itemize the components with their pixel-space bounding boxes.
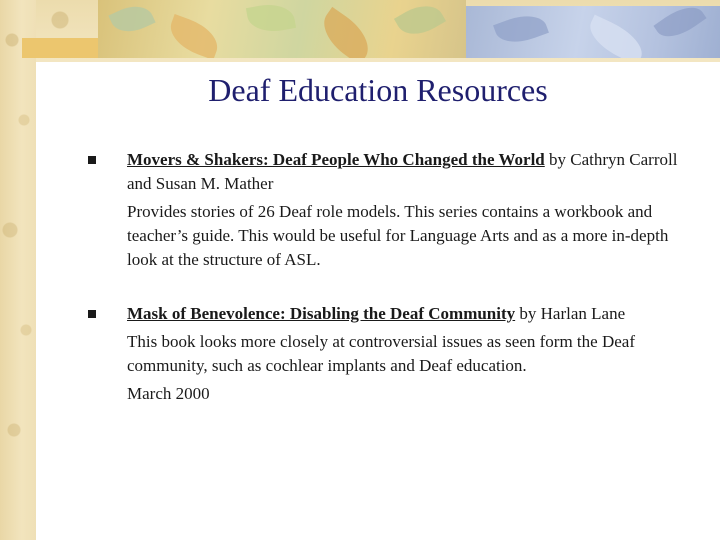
book-title-link[interactable]: Mask of Benevolence: Disabling the Deaf Community [127,304,516,323]
book-date: March 2000 [127,384,210,403]
square-bullet-icon [88,310,96,318]
book-description: This book looks more closely at controversial issues as seen form the Deaf community, such as cochlear implants and Deaf education. [127,332,635,375]
leaf-icon [583,15,649,58]
list-item [88,148,698,272]
leaf-icon [493,8,549,50]
leaf-icon [394,0,446,43]
leaf-icon [164,14,223,58]
leaf-collage-banner [98,0,466,58]
book-author: by Harlan Lane [515,304,626,323]
leaf-icon [246,0,296,36]
book-title-link[interactable]: Movers & Shakers: Deaf People Who Changed the World [127,150,545,169]
decorative-gold-bar [22,38,98,58]
leaf-icon [653,6,706,46]
blue-leaf-banner [466,6,720,58]
book-description: Provides stories of 26 Deaf role models. This series contains a workbook and teacher’s guide. This would be useful for Language Arts and as a more in-depth look at the structure of ASL. [127,202,669,269]
square-bullet-icon [88,156,96,164]
slide-title: Deaf Education Resources [208,72,548,108]
list-item [88,302,698,406]
leaf-icon [314,7,378,58]
resource-list [88,148,698,436]
leaf-icon [108,0,155,39]
book-author: by Cathryn Carroll and Susan M. Mather [127,150,678,193]
